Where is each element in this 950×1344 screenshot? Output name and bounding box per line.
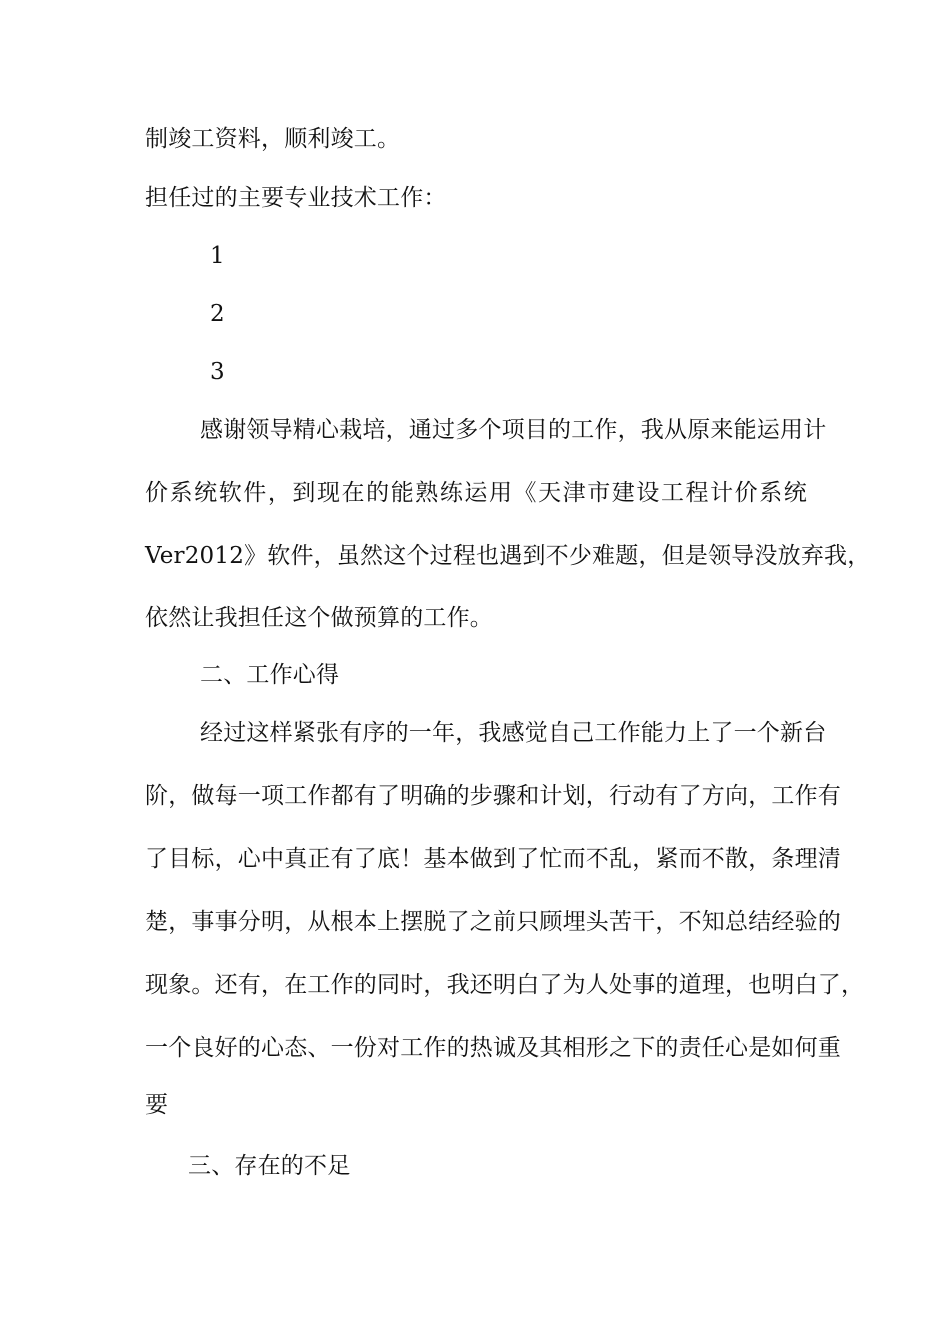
paragraph-line: 楚，事事分明，从根本上摆脱了之前只顾埋头苦干，不知总结经验的: [145, 909, 841, 935]
list-number: 3: [210, 359, 225, 385]
paragraph-line: 价系统软件，到现在的能熟练运用《天津市建设工程计价系统: [145, 480, 807, 506]
paragraph-line: 依然让我担任这个做预算的工作。: [145, 605, 493, 631]
paragraph-line: 担任过的主要专业技术工作：: [145, 185, 447, 211]
paragraph-line: 现象。还有，在工作的同时，我还明白了为人处事的道理，也明白了，: [145, 972, 865, 998]
paragraph-line: Ver2012》软件，虽然这个过程也遇到不少难题，但是领导没放弃我，: [145, 543, 871, 569]
section-heading: 二、工作心得: [200, 662, 340, 688]
paragraph-line: 阶，做每一项工作都有了明确的步骤和计划，行动有了方向，工作有: [145, 783, 841, 809]
section-heading: 三、存在的不足: [188, 1153, 351, 1179]
list-number: 2: [210, 301, 225, 327]
paragraph-line: 要: [145, 1092, 169, 1118]
list-number: 1: [210, 243, 225, 269]
paragraph-line: 经过这样紧张有序的一年，我感觉自己工作能力上了一个新台: [200, 720, 827, 746]
paragraph-line: 制竣工资料，顺利竣工。: [145, 126, 401, 152]
paragraph-line: 一个良好的心态、一份对工作的热诚及其相形之下的责任心是如何重: [145, 1035, 841, 1061]
paragraph-line: 感谢领导精心栽培，通过多个项目的工作，我从原来能运用计: [200, 417, 827, 443]
paragraph-line: 了目标，心中真正有了底！基本做到了忙而不乱，紧而不散，条理清: [145, 846, 841, 872]
